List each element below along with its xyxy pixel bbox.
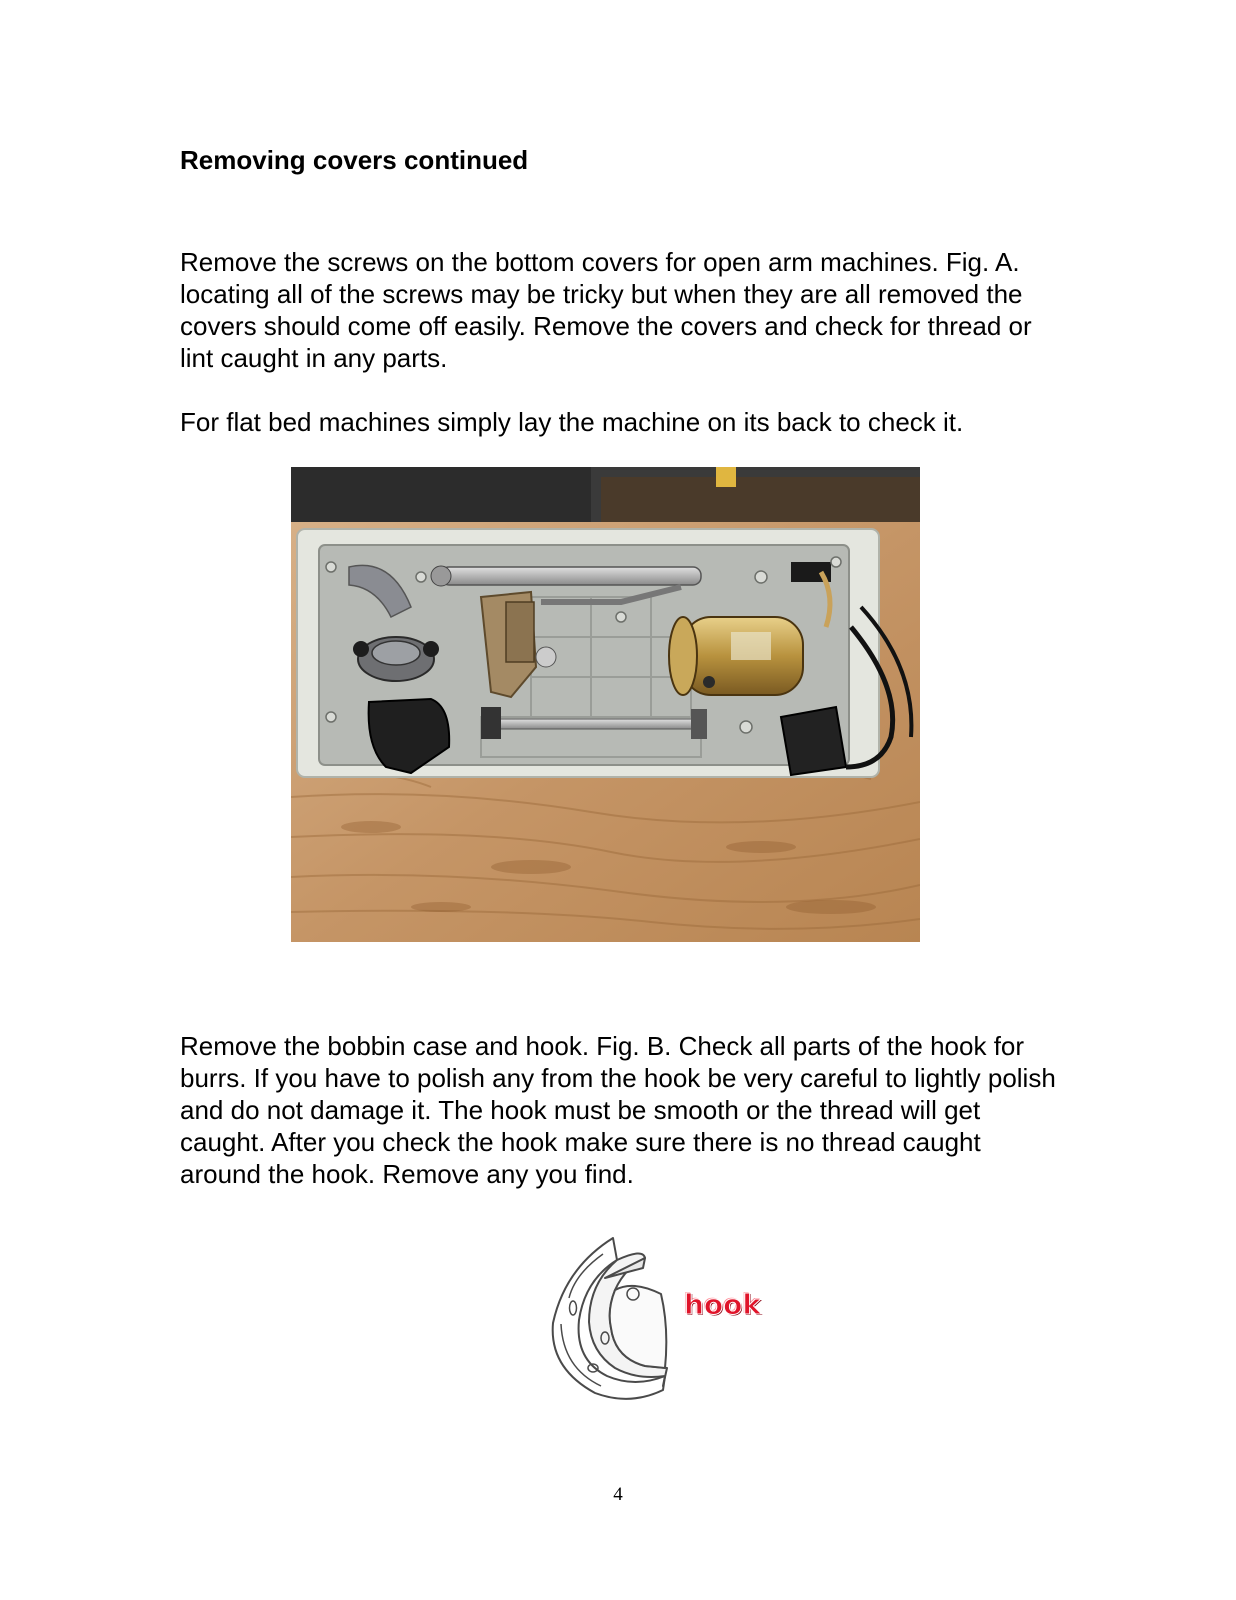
hook-label: hook	[684, 1288, 762, 1321]
section-heading: Removing covers continued	[180, 145, 529, 175]
paragraph-bobbin-hook: Remove the bobbin case and hook. Fig. B. Check all parts of the hook for burrs. If you have to polish any from the hook be very careful to lightly polish and do not damage it. The hook must be smooth or the thread will get caught. After you check the hook make sure there is no thread caught around the hook. Remove any you find.	[180, 1031, 1056, 1189]
machine-underside-photo	[291, 467, 920, 942]
page-number: 4	[613, 1484, 623, 1505]
paragraph-remove-screws: Remove the screws on the bottom covers for open arm machines. Fig. A. locating all of the screws may be tricky but when they are all removed the covers should come off easily. Remove the covers and check for thread or lint caught in any parts.	[180, 247, 1032, 373]
paragraph-flat-bed: For flat bed machines simply lay the machine on its back to check it.	[180, 407, 964, 437]
